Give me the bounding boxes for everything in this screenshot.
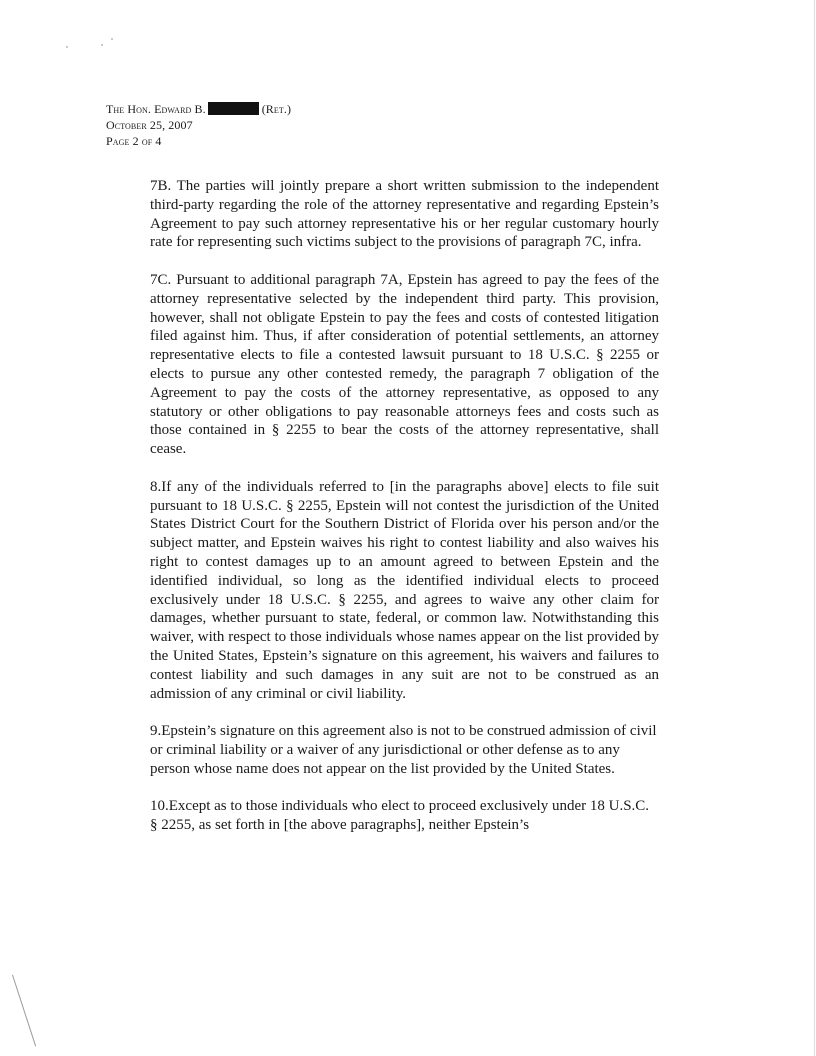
paragraph-9: 9.Epstein’s signature on this agreement also is not to be construed admission of civil or criminal liability or a waiver of any jurisdictional or other defense as to any person whose name does not appear on the list provided by the United States. — [150, 723, 657, 777]
scan-speck — [111, 38, 113, 40]
scan-edge-line — [814, 0, 815, 1056]
letter-date: October 25, 2007 — [106, 118, 193, 132]
paragraph-7b: 7B. The parties will jointly prepare a short written submission to the independent third-party regarding the role of the attorney representative and regarding Epstein’s Agreement to pay such attorney representative his or her regular customary hourly rate for representing such victims subject to the provisions of paragraph 7C, infra. — [150, 178, 659, 251]
addressee-line — [106, 101, 291, 117]
paragraph-8: 8.If any of the individuals referred to [in the paragraphs above] elects to file suit pursuant to 18 U.S.C. § 2255, Epstein will not contest the jurisdiction of the United States District Court for the Southern District of Florida over his person and/or the subject matter, and Epstein waives his right to contest liability and also waives his right to contest damages up to an amount agreed to between Epstein and the identified individual, so long as the identified individual elects to proceed exclusively under 18 U.S.C. § 2255, and agrees to waive any other claim for damages, whether pursuant to state, federal, or common law. Notwithstanding this waiver, with respect to those individuals whose names appear on the list provided by the United States, Epstein’s signature on this agreement, his waivers and failures to contest liability and such damages in any suit are not to be construed as an admission of any criminal or civil liability. — [150, 478, 659, 702]
paragraph-10: 10.Except as to those individuals who elect to proceed exclusively under 18 U.S.C. § 2255, as set forth in [the above paragraphs], neither Epstein’s — [150, 798, 650, 834]
page-number: Page 2 of 4 — [106, 134, 162, 148]
addressee-name: The Hon. Edward B. — [106, 102, 206, 116]
scan-streak — [12, 975, 36, 1047]
paragraph-7c: 7C. Pursuant to additional paragraph 7A, Epstein has agreed to pay the fees of the attorney representative selected by the independent third party. This provision, however, shall not obligate Epstein to pay the fees and costs of contested litigation filed against him. Thus, if after consideration of potential settlements, an attorney representative elects to file a contested lawsuit pursuant to 18 U.S.C. § 2255 or elects to pursue any other contested remedy, the paragraph 7 obligation of the Agreement to pay the costs of the attorney representative, as opposed to any statutory or other obligations to pay reasonable attorneys fees and costs such as those contained in § 2255 to bear the costs of the attorney representative, shall cease. — [150, 271, 659, 458]
addressee-suffix: (Ret.) — [261, 102, 292, 116]
scan-speck — [101, 44, 103, 46]
letter-header — [106, 101, 291, 149]
scan-speck — [66, 46, 68, 48]
redaction-block — [208, 102, 259, 115]
letter-body — [150, 177, 659, 854]
